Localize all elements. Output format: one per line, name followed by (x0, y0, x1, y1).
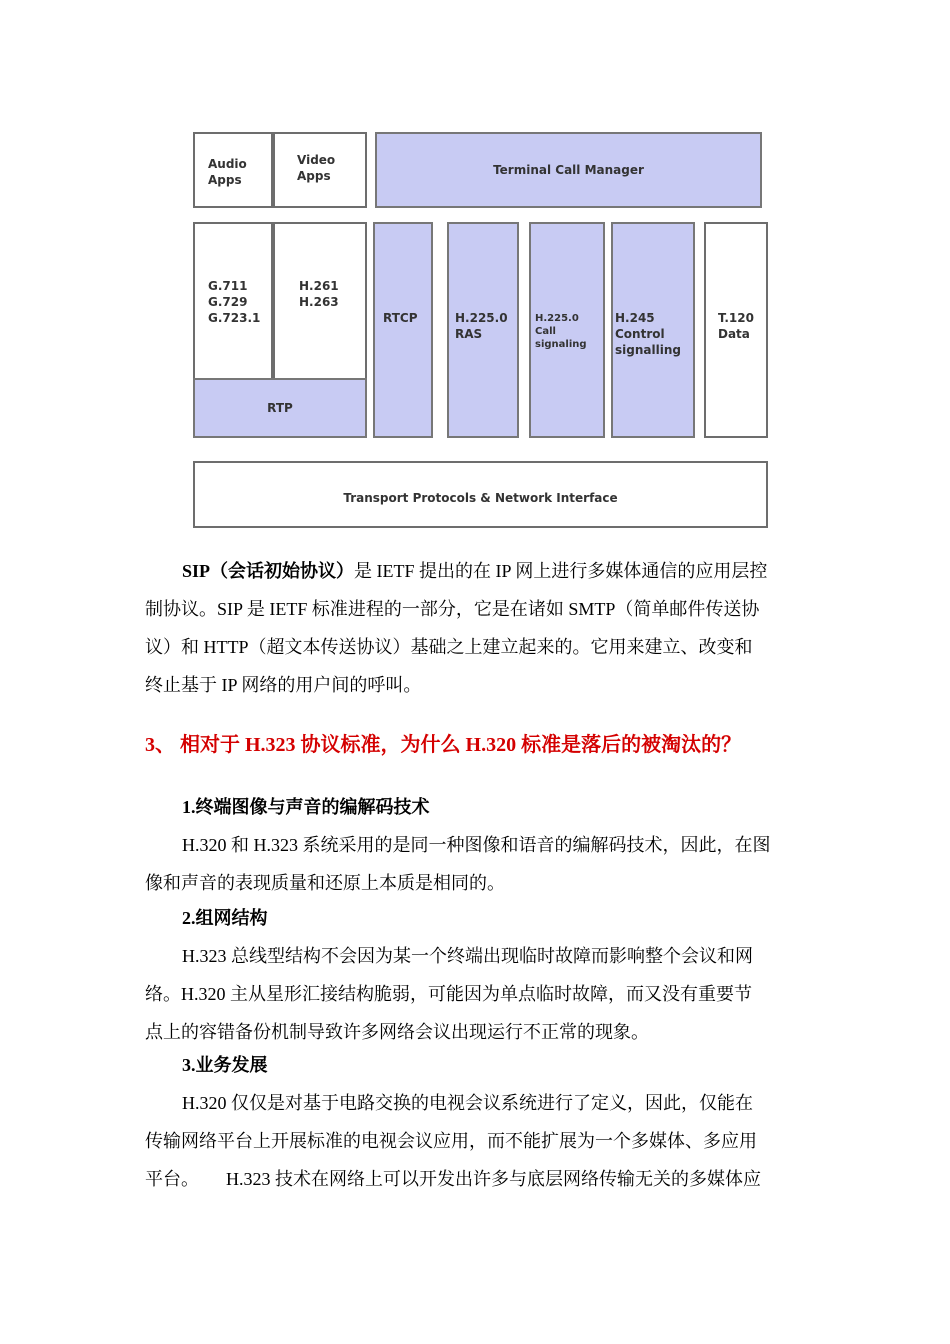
h245-control-signalling-label: H.245 Control signalling (615, 311, 681, 357)
rtcp-box (373, 222, 433, 438)
h225-ras-label: H.225.0 RAS (455, 311, 508, 341)
h225-call-signaling-label: H.225.0 Call signaling (535, 313, 587, 350)
video-codecs-label: H.261 H.263 (299, 279, 339, 309)
item-1-line-1-text: H.320 和 H.323 系统采用的是同一种图像和语音的编解码技术，因此，在图 (182, 835, 771, 855)
terminal-call-manager-label: Terminal Call Manager (493, 163, 644, 177)
item-3-title: 3.业务发展 (182, 1055, 268, 1075)
item-2-line-1 (145, 937, 807, 975)
t120-data-box (704, 222, 768, 438)
sip-line-3: 议）和 HTTP（超文本传送协议）基础之上建立起来的。它用来建立、改变和 (145, 637, 753, 657)
audio-codecs-box (193, 222, 273, 380)
section-3-heading: 3、 相对于 H.323 协议标准，为什么 H.320 标准是落后的被淘汰的？ (145, 734, 742, 756)
item-1-paragraph (145, 826, 807, 902)
video-apps-box (273, 132, 367, 208)
item-3-paragraph (145, 1084, 807, 1198)
sip-paragraph (145, 552, 807, 704)
item-2-line-3: 点上的容错备份机制导致许多网络会议出现运行不正常的现象。 (145, 1022, 649, 1042)
video-codecs-box (273, 222, 367, 380)
item-3-line-1 (145, 1084, 807, 1122)
item-1-title: 1.终端图像与声音的编解码技术 (182, 797, 430, 817)
item-3-line-2: 传输网络平台上开展标准的电视会议应用，而不能扩展为一个多媒体、多应用 (145, 1131, 757, 1151)
rtp-box (193, 378, 367, 438)
sip-line-1-text: 是 IETF 提出的在 IP 网上进行多媒体通信的应用层控 (354, 561, 768, 581)
item-1-line-2: 像和声音的表现质量和还原上本质是相同的。 (145, 873, 505, 893)
h225-ras-box (447, 222, 519, 438)
item-3-line-3: 平台。 H.323 技术在网络上可以开发出许多与底层网络传输无关的多媒体应 (145, 1169, 761, 1189)
item-2-title: 2.组网结构 (182, 908, 268, 928)
item-2-line-1-text: H.323 总线型结构不会因为某一个终端出现临时故障而影响整个会议和网 (182, 946, 753, 966)
sip-line-4: 终止基于 IP 网络的用户间的呼叫。 (145, 675, 422, 695)
audio-apps-box (193, 132, 273, 208)
rtcp-label: RTCP (383, 311, 418, 325)
audio-codecs-label: G.711 G.729 G.723.1 (208, 279, 261, 325)
terminal-call-manager-box (375, 132, 762, 208)
transport-protocols-box (193, 461, 768, 528)
item-3-line-1-text: H.320 仅仅是对基于电路交换的电视会议系统进行了定义，因此，仅能在 (182, 1093, 753, 1113)
item-1-line-1 (145, 826, 807, 864)
item-2-paragraph (145, 937, 807, 1051)
video-apps-label: Video Apps (297, 153, 336, 183)
sip-lead: SIP（会话初始协议） (182, 561, 355, 581)
h323-protocol-stack-diagram (0, 0, 950, 540)
rtp-label: RTP (267, 401, 293, 415)
audio-apps-label: Audio Apps (208, 157, 247, 187)
h225-call-signaling-box (529, 222, 605, 438)
sip-line-2: 制协议。SIP 是 IETF 标准进程的一部分，它是在诸如 SMTP（简单邮件传送协 (145, 599, 760, 619)
t120-data-label: T.120 Data (718, 311, 754, 341)
sip-line-1 (145, 552, 807, 590)
h245-control-signalling-box (611, 222, 695, 438)
item-2-line-2: 络。H.320 主从星形汇接结构脆弱，可能因为单点临时故障，而又没有重要节 (145, 984, 752, 1004)
transport-protocols-label: Transport Protocols & Network Interface (343, 491, 618, 505)
